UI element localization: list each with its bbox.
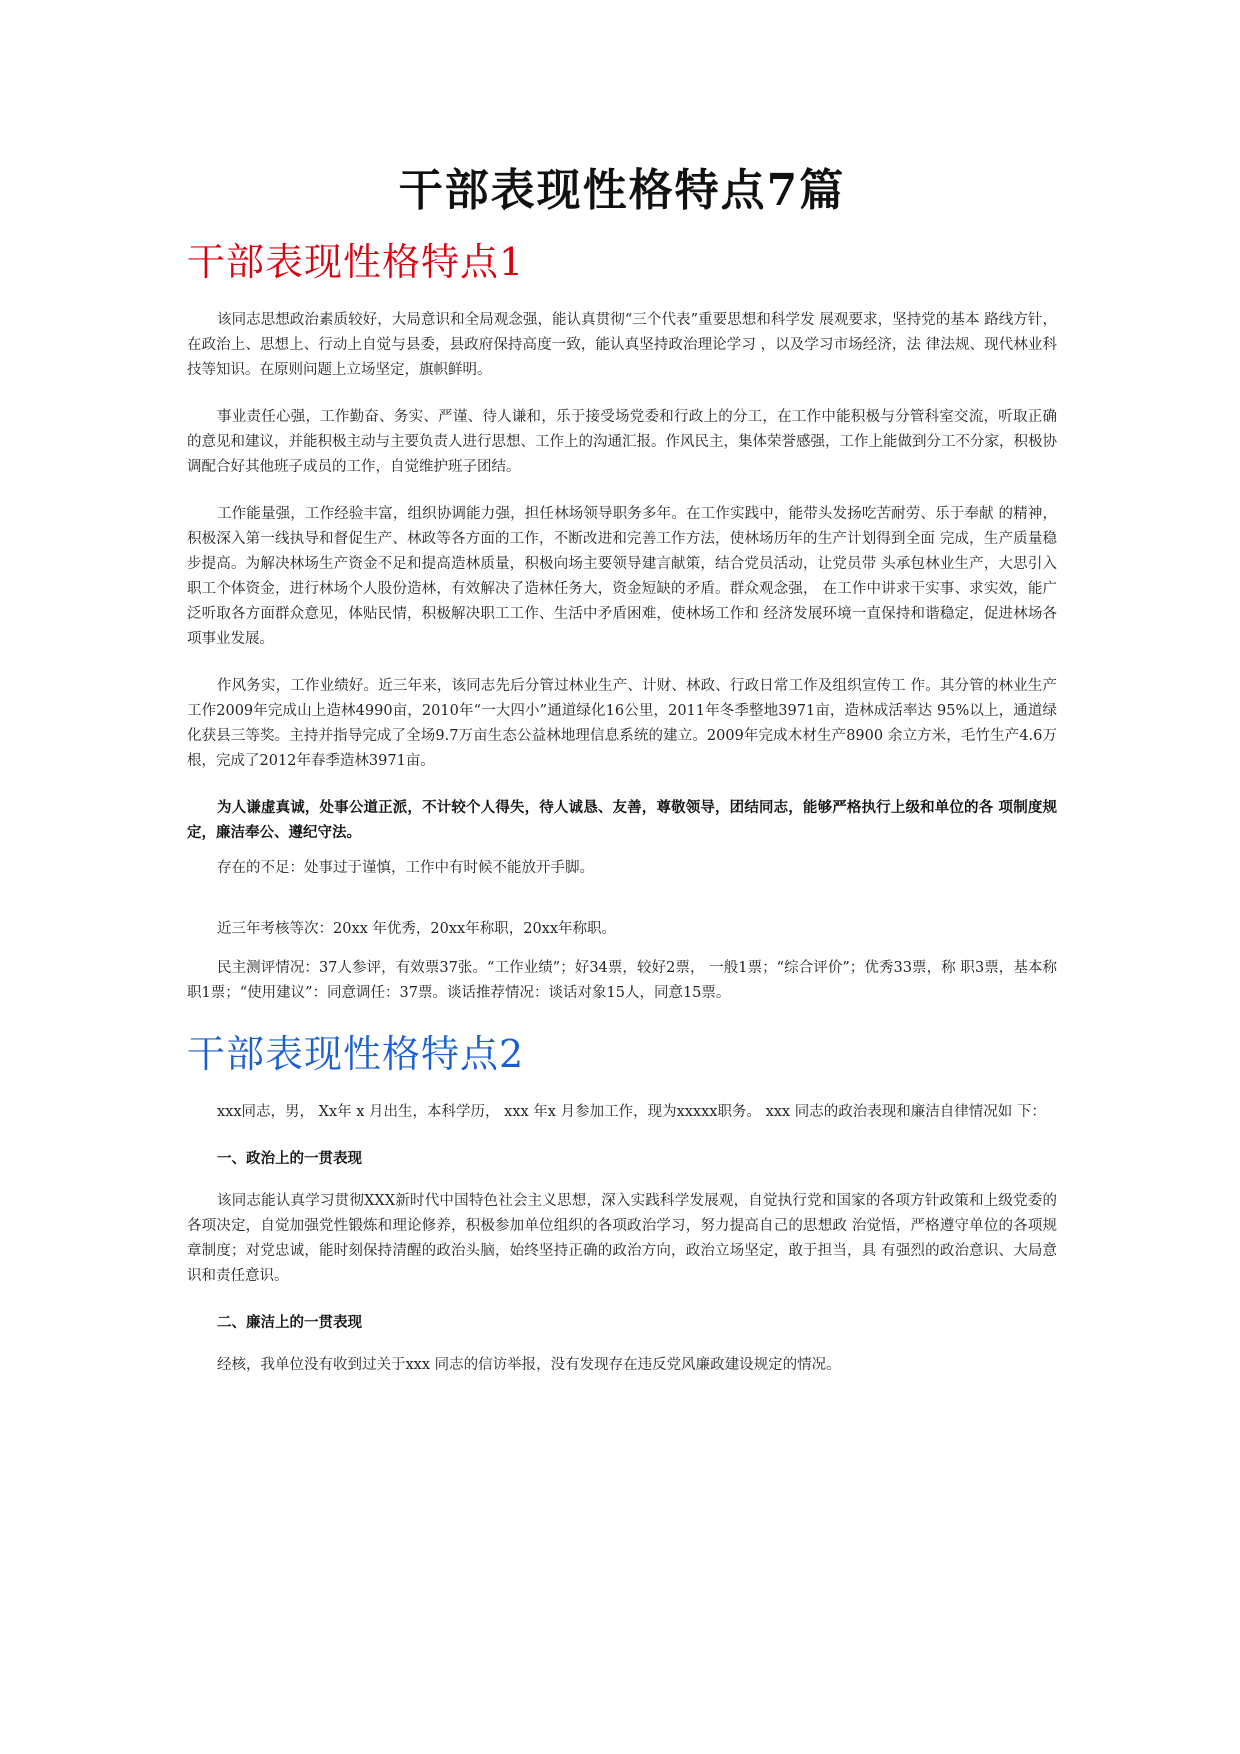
section-2-subheading-integrity: 二、廉洁上的一贯表现	[217, 1315, 362, 1331]
section-1-bold-paragraph: 为人谦虚真诚，处事公道正派，不计较个人得失，待人诚恳、友善，尊敬领导，团结同志，能够严格执行上级和单位的各 项制度规定，廉洁奉公、遵纪守法。	[187, 800, 1057, 841]
section-1-paragraph-4: 作风务实，工作业绩好。近三年来，该同志先后分管过林业生产、计财、林政、行政日常工作及组织宣传工 作。其分管的林业生产工作2009年完成山上造林4990亩，2010年“一大四小”通道绿化16公里，2011年冬季整地3971亩，造林成活率达 95%以上，通道绿化获县三等奖。主持并指导完成了全场9.7万亩生态公益林地理信息系统的建立。2009年完成木材生产8900 余立方米，毛竹生产4.6万根，完成了2012年春季造林3971亩。	[187, 678, 1057, 769]
section-1-evaluation: 民主测评情况：37人参评，有效票37张。“工作业绩”；好34票，较好2票， 一般1票；“综合评价”；优秀33票，称 职3票，基本称职1票；“使用建议”：同意调任：37票。谈话推荐情况：谈话对象15人，同意15票。	[187, 960, 1057, 1001]
section-1-assessment: 近三年考核等次：20xx 年优秀，20xx年称职，20xx年称职。	[217, 921, 617, 937]
section-2-paragraph-integrity: 经核，我单位没有收到过关于xxx 同志的信访举报，没有发现存在违反党风廉政建设规定的情况。	[217, 1357, 841, 1373]
document-title: 干部表现性格特点7篇	[398, 165, 846, 216]
section-1-shortcomings: 存在的不足：处事过于谨慎，工作中有时候不能放开手脚。	[217, 860, 594, 876]
section-1-paragraph-1: 该同志思想政治素质较好，大局意识和全局观念强，能认真贯彻“三个代表”重要思想和科学发 展观要求，坚持党的基本 路线方针，在政治上、思想上、行动上自觉与县委，县政府保持高度一致，能认真坚持政治理论学习 ，以及学习市场经济，法 律法规、现代林业科技等知识。在原则问题上立场坚定，旗帜鲜明。	[187, 312, 1057, 378]
section-2-heading: 干部表现性格特点2	[187, 1032, 525, 1076]
section-1-paragraph-2: 事业责任心强，工作勤奋、务实、严谨、待人谦和，乐于接受场党委和行政上的分工，在工作中能积极与分管科室交流，听取正确的意见和建议，并能积极主动与主要负责人进行思想、工作上的沟通汇报。作风民主，集体荣誉感强，工作上能做到分工不分家，积极协调配合好其他班子成员的工作，自觉维护班子团结。	[187, 409, 1057, 475]
section-2-paragraph-political: 该同志能认真学习贯彻XXX新时代中国特色社会主义思想，深入实践科学发展观，自觉执行党和国家的各项方针政策和上级党委的各项决定，自觉加强党性锻炼和理论修养，积极参加单位组织的各项政治学习，努力提高自己的思想政 治觉悟，严格遵守单位的各项规章制度；对党忠诚，能时刻保持清醒的政治头脑，始终坚持正确的政治方向，政治立场坚定，敢于担当，具 有强烈的政治意识、大局意识和责任意识。	[187, 1193, 1057, 1284]
document-content	[187, 160, 1057, 1400]
section-2-intro: xxx同志，男， Xx年 x 月出生，本科学历， xxx 年x 月参加工作，现为xxxxx职务。 xxx 同志的政治表现和廉洁自律情况如 下：	[217, 1104, 1046, 1120]
section-2-subheading-political: 一、政治上的一贯表现	[217, 1151, 362, 1167]
section-1-heading: 干部表现性格特点1	[187, 240, 525, 284]
section-1-paragraph-3: 工作能量强，工作经验丰富，组织协调能力强，担任林场领导职务多年。在工作实践中，能带头发扬吃苦耐劳、乐于奉献 的精神，积极深入第一线执导和督促生产、林政等各方面的工作，不断改进和完善工作方法，使林场历年的生产计划得到全面 完成，生产质量稳步提高。为解决林场生产资金不足和提高造林质量，积极向场主要领导建言献策，结合党员活动，让党员带 头承包林业生产，大思引入职工个体资金，进行林场个人股份造林，有效解决了造林任务大，资金短缺的矛盾。群众观念强， 在工作中讲求干实事、求实效，能广泛听取各方面群众意见，体贴民情，积极解决职工工作、生活中矛盾困难，使林场工作和 经济发展环境一直保持和谐稳定，促进林场各项事业发展。	[187, 506, 1057, 647]
